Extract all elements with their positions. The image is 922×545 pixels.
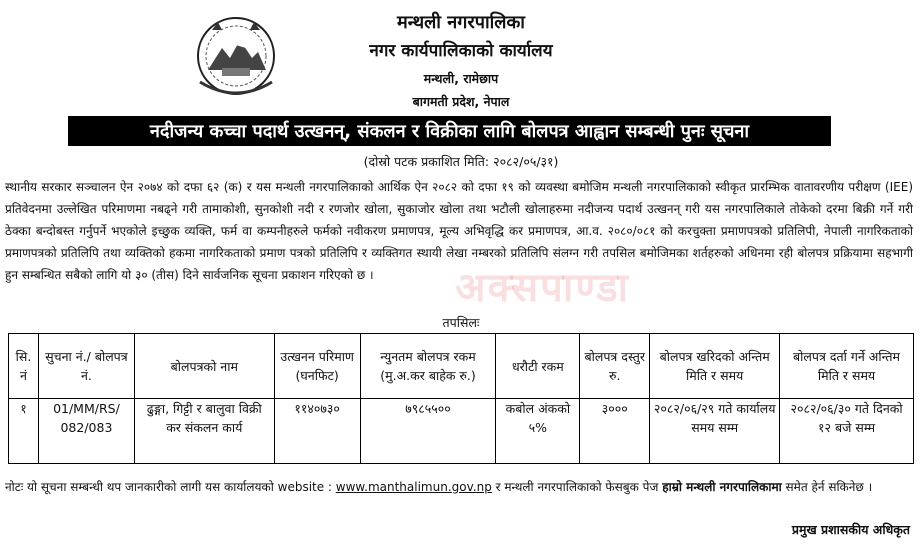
col-header: बोलपत्रको नाम — [134, 334, 274, 399]
facebook-page-name: हाम्रो मन्थली नगरपालिकामा — [662, 480, 782, 494]
tender-table — [8, 333, 914, 464]
col-header: बोलपत्र दर्ता गर्ने अन्तिम मिति र समय — [780, 334, 914, 399]
col-header: उत्खनन परिमाण (घनफिट) — [274, 334, 360, 399]
col-header: न्युनतम बोलपत्र रकम (मु.अ.कर बाहेक रु.) — [360, 334, 496, 399]
publish-date: (दोस्रो पटक प्रकाशित मिति: २०८२/०५/३१) — [363, 154, 559, 169]
cell-submit-deadline: २०८२/०६/३० गते दिनको १२ बजे सम्म — [780, 399, 914, 464]
notice-body: स्थानीय सरकार सञ्चालन ऐन २०७४ को दफा ६२ (क) र यस मन्थली नगरपालिकाको आर्थिक ऐन २०८२ को दफा १९ को व्यवस्था बमोजिम मन्थली नगरपालिकाको स्वीकृत प्रारम्भिक वातावरणीय परीक्षण (IEE) प्रतिवेदनमा उल्लेखित परिमाणमा नबढ्ने गरी तामाकोशी, सुनकोशी नदी र रणजोर खोला, सुकाजोर खोला तथा भटौली खोलाहरुमा नदीजन्य पदार्थ उत्खनन् गरी यस नगरपालिकाले तोकेको दरमा बिक्री गर्ने गरी ठेक्का बन्दोबस्त गर्नुपर्ने भएकोले इच्छुक व्यक्ति, फर्म वा कम्पनीहरुले फर्मको नवीकरण प्रमाणपत्र, मूल्य अभिवृद्धि कर प्रमाणपत्र, आ.व. २०८०/०८१ को करचुक्ता प्रमाणपत्रको प्रतिलिपी, नेपाली नागरिकताको प्रमाणपत्रको प्रतिलिपि तथा व्यक्तिको हकमा नागरिकताको प्रमाण पत्रको प्रतिलिपि र व्यक्तिगत स्थायी लेखा नम्बरको प्रतिलिपि संलग्न गरी तपसिल बमोजिमका शर्तहरुको अधिनमा रही बोलपत्र प्रक्रियामा सहभागी हुन सम्बन्धित सबैको लागि यो ३० (तीस) दिने सार्वजनिक सूचना प्रकाशन गरिएको छ । — [5, 180, 913, 282]
cell-fee: ३००० — [580, 399, 650, 464]
col-header: बोलपत्र खरिदको अन्तिम मिति र समय — [650, 334, 780, 399]
watermark: अक्सपाण्डा — [455, 265, 630, 311]
cell-quantity: ११४०७३० — [274, 399, 360, 464]
note-middle: र मन्थली नगरपालिकाको फेसबुक पेज — [491, 480, 663, 494]
website-link[interactable]: www.manthalimun.gov.np — [335, 480, 492, 494]
cell-tender-name: ढुङ्गा, गिट्टी र बालुवा विक्री कर संकलन कार्य — [134, 399, 274, 464]
office-location: मन्थली, रामेछाप — [423, 71, 499, 86]
col-header: सुचना नं./ बोलपत्र नं. — [38, 334, 134, 399]
cell-deposit: कबोल अंकको ५% — [496, 399, 580, 464]
col-header: बोलपत्र दस्तुर रु. — [580, 334, 650, 399]
cell-notice-no: 01/MM/RS/ 082/083 — [38, 399, 134, 464]
col-header: सि. नं — [9, 334, 39, 399]
signature-title: प्रमुख प्रशासकीय अधिकृत — [791, 522, 910, 537]
table-row — [9, 399, 914, 464]
tapasil-label: तपसिलः — [442, 315, 480, 330]
note-prefix: नोटः यो सूचना सम्बन्धी थप जानकारीको लागी यस कार्यालयको website : — [5, 480, 336, 494]
municipality-name: मन्थली नगरपालिका — [397, 12, 525, 33]
footer-note — [5, 476, 913, 498]
cell-min-amount: ७९८५५०० — [360, 399, 496, 464]
cell-sn: १ — [9, 399, 39, 464]
cell-purchase-deadline: २०८२/०६/२९ गते कार्यालय समय सम्म — [650, 399, 780, 464]
col-header: धरौटी रकम — [496, 334, 580, 399]
office-name: नगर कार्यपालिकाको कार्यालय — [369, 41, 553, 61]
notice-title: नदीजन्य कच्चा पदार्थ उत्खनन्, संकलन र विक्रीका लागि बोलपत्र आह्वान सम्बन्धी पुनः सूचना — [68, 116, 831, 146]
note-suffix: समेत हेर्न सकिनेछ । — [781, 480, 873, 494]
province-name: बागमती प्रदेश, नेपाल — [412, 94, 510, 109]
table-header-row — [9, 334, 914, 399]
